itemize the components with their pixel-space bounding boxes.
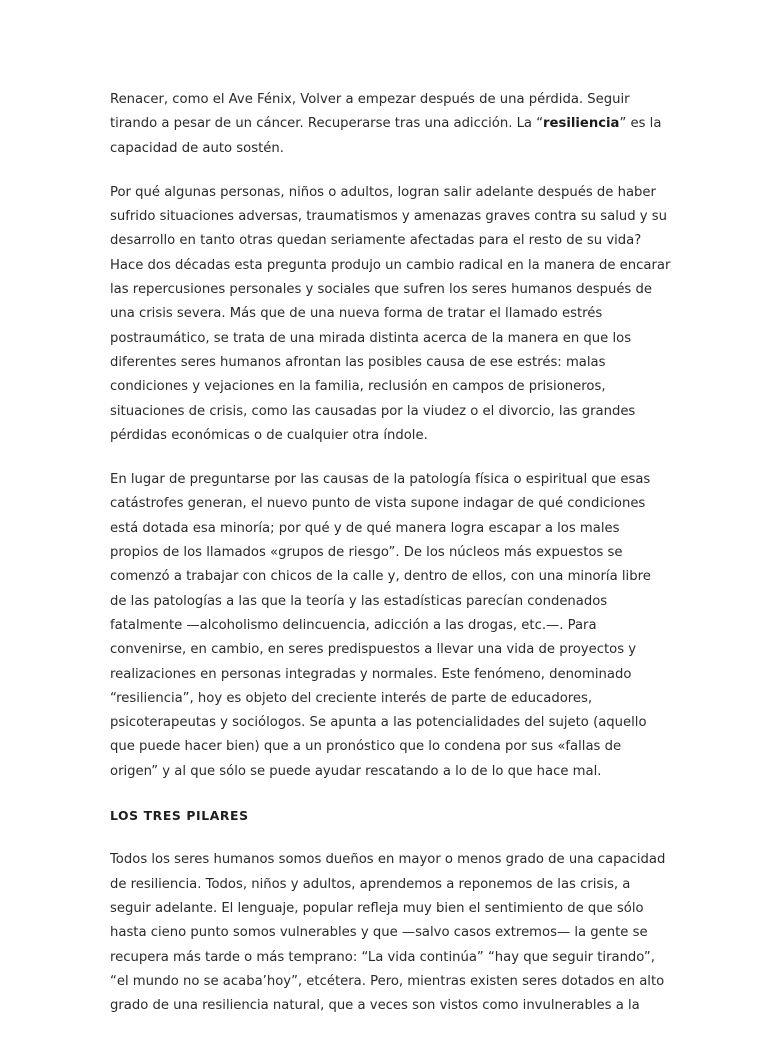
- section-heading: LOS TRES PILARES: [110, 808, 249, 824]
- text-line: comenzó a trabajar con chicos de la calle y, dentro de ellos, con una minoría libre: [110, 569, 651, 585]
- text-line: está dotada esa minoría; por qué y de qué manera logra escapar a los males: [110, 520, 620, 536]
- text-line: las repercusiones personales y sociales que sufren los seres humanos después de: [110, 282, 652, 298]
- text-line: convenirse, en cambio, en seres predispuestos a llevar una vida de proyectos y: [110, 642, 637, 658]
- text-line: condiciones y vejaciones en la familia, reclusión en campos de prisioneros,: [110, 379, 606, 395]
- text-line: Todos los seres humanos somos dueños en mayor o menos grado de una capacidad: [110, 852, 666, 868]
- text-line: postraumático, se trata de una mirada distinta acerca de la manera en que los: [110, 330, 632, 346]
- text-line: realizaciones en personas integradas y normales. Este fenómeno, denominado: [110, 666, 632, 682]
- text-line: hasta cieno punto somos vulnerables y que —salvo casos extremos— la gente se: [110, 925, 648, 941]
- text-line: situaciones de crisis, como las causadas por la viudez o el divorcio, las grandes: [110, 403, 636, 419]
- text-line: de las patologías a las que la teoría y las estadísticas parecían condenados: [110, 593, 608, 609]
- text-line: desarrollo en tanto otras quedan seriamente afectadas para el resto de su vida?: [110, 233, 642, 249]
- text-segment: tirando a pesar de un cáncer. Recuperarse tras una adicción. La “: [110, 116, 544, 132]
- text-line: de resiliencia. Todos, niños y adultos, aprendemos a reponemos de las crisis, a: [110, 876, 631, 892]
- text-line: pérdidas económicas o de cualquier otra índole.: [110, 427, 428, 443]
- text-line: diferentes seres humanos afrontan las posibles causa de ese estrés: malas: [110, 354, 606, 370]
- text-line: psicoterapeutas y sociólogos. Se apunta a las potencialidades del sujeto (aquello: [110, 715, 647, 731]
- paragraph-question: [110, 181, 671, 448]
- text-line: capacidad de auto sostén.: [110, 140, 284, 156]
- text-line: catástrofes generan, el nuevo punto de vista supone indagar de qué condiciones: [110, 496, 646, 512]
- text-segment: ” es la: [619, 116, 662, 132]
- text-line: origen” y al que sólo se puede ayudar rescatando a lo de lo que hace mal.: [110, 763, 602, 779]
- document-page: [110, 88, 671, 1038]
- text-line: Renacer, como el Ave Fénix, Volver a empezar después de una pérdida. Seguir: [110, 92, 630, 107]
- text-line: seguir adelante. El lenguaje, popular refleja muy bien el sentimiento de que sólo: [110, 900, 644, 916]
- text-line: “el mundo no se acaba’hoy”, etcétera. Pero, mientras existen seres dotados en alto: [110, 973, 665, 989]
- text-line: “resiliencia”, hoy es objeto del creciente interés de parte de educadores,: [110, 690, 593, 706]
- text-line: [110, 112, 660, 136]
- text-line: Por qué algunas personas, niños o adultos, logran salir adelante después de haber: [110, 184, 656, 200]
- text-line: En lugar de preguntarse por las causas de la patología física o espiritual que esas: [110, 472, 651, 488]
- text-line: Hace dos décadas esta pregunta produjo un cambio radical en la manera de encarar: [110, 257, 671, 273]
- text-line: una crisis severa. Más que de una nueva forma de tratar el llamado estrés: [110, 306, 603, 322]
- text-line: fatalmente —alcoholismo delincuencia, adicción a las drogas, etc.—. Para: [110, 617, 597, 633]
- text-line: sufrido situaciones adversas, traumatismos y amenazas graves contra su salud y su: [110, 209, 668, 225]
- text-line: recupera más tarde o más temprano: “La vida continúa” “hay que seguir tirando”,: [110, 949, 655, 965]
- text-line: que puede hacer bien) que a un pronóstico que lo condena por sus «fallas de: [110, 739, 622, 755]
- paragraph-pilares: [110, 848, 666, 1018]
- bold-term-resiliencia: resiliencia: [543, 116, 620, 132]
- paragraph-minority: [110, 468, 660, 784]
- text-line: propios de los llamados «grupos de riesgo”. De los núcleos más expuestos se: [110, 545, 623, 561]
- paragraph-intro: [110, 88, 660, 161]
- text-line: grado de una resiliencia natural, que a veces son vistos como invulnerables a la: [110, 998, 640, 1014]
